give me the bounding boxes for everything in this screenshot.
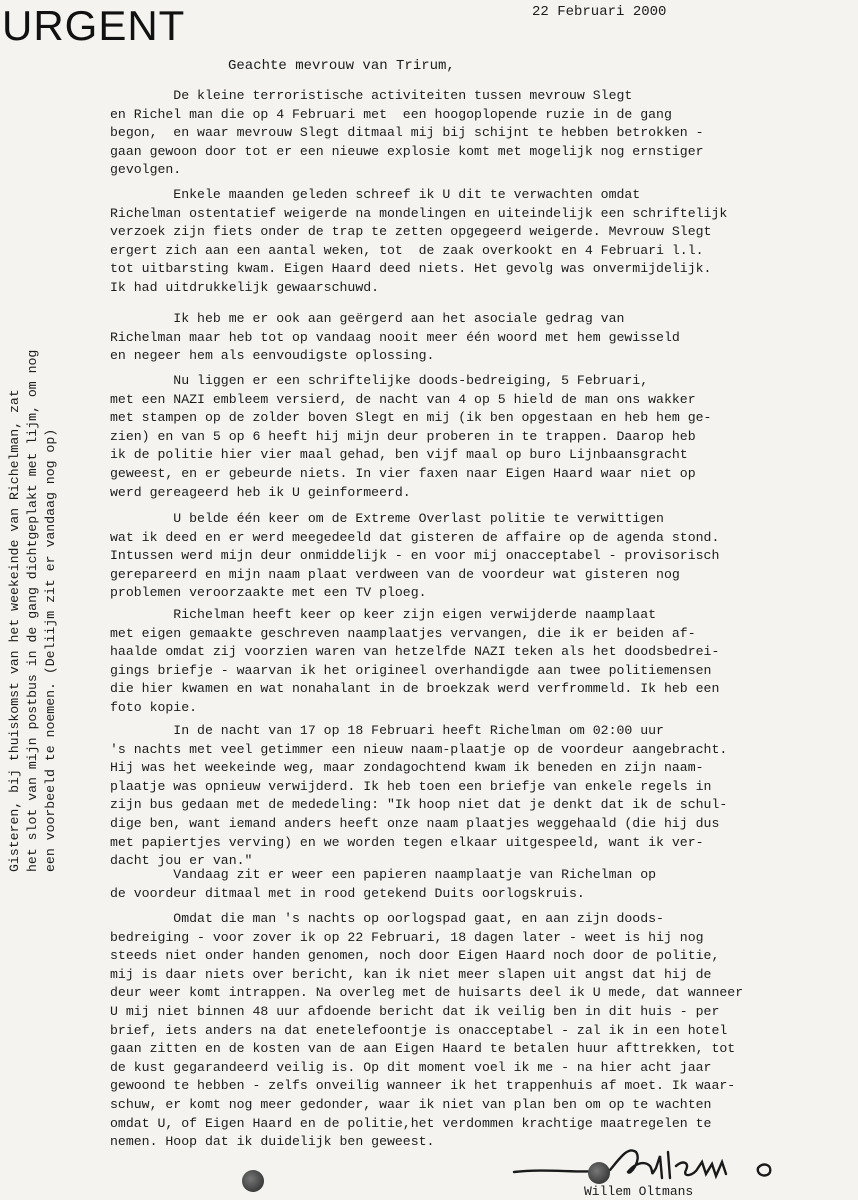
margin-note-line: Gisteren, bij thuiskomst van het weekeinde van Richelman, zat: [7, 389, 22, 872]
text-line: U belde één keer om de Extreme Overlast politie te verwittigen: [110, 511, 664, 526]
text-line: Intussen werd mijn deur onmiddelijk - en voor mij onacceptabel - provisorisch: [110, 548, 720, 564]
text-line: deur weer komt intrappen. Na overleg met de huisarts deel ik U mede, dat wanneer: [110, 985, 744, 1001]
text-line: de kust gegarandeerd veilig is. Op dit moment voel ik me - na hier acht jaar: [110, 1059, 712, 1075]
text-line: tot uitbarsting kwam. Eigen Haard deed niets. Het gevolg was onvermijdelijk.: [110, 261, 712, 277]
text-line: In de nacht van 17 op 18 Februari heeft Richelman om 02:00 uur: [110, 723, 664, 738]
paragraph: [110, 310, 842, 366]
text-line: 's nachts met veel getimmer een nieuw naam-plaatje op de voordeur aangebracht.: [110, 741, 728, 757]
paragraph: [110, 372, 842, 502]
text-line: De kleine terroristische activiteiten tussen mevrouw Slegt: [110, 88, 633, 103]
text-line: gevolgen.: [110, 162, 182, 178]
text-line: gaan zitten en de kosten van de aan Eigen Haard te betalen huur afttrekken, tot: [110, 1041, 736, 1057]
text-line: zijn bus gedaan met de mededeling: "Ik hoop niet dat je denkt dat ik de schul-: [110, 797, 728, 813]
text-line: Vandaag zit er weer een papieren naamplaatje van Richelman op: [110, 867, 657, 882]
text-line: haalde omdat zij voorzien waren van hetzelfde NAZI teken als het doodsbedrei-: [110, 644, 720, 660]
text-line: gings briefje - waarvan ik het origineel overhandigde aan twee politiemensen: [110, 662, 712, 678]
margin-note: [6, 312, 60, 872]
text-line: met stampen op de zolder boven Slegt en mij (ik ben opgestaan en heb hem ge-: [110, 410, 712, 426]
margin-note-line: het slot van mijn postbus in de gang dichtgeplakt met lijm, om nog: [25, 349, 40, 872]
text-line: omdat U, of Eigen Haard en de politie,het verdommen krachtige maatregelen te: [110, 1115, 712, 1131]
text-line: U mij niet binnen 48 uur afdoende bericht dat ik veilig ben in dit huis - per: [110, 1003, 720, 1019]
text-line: en Richel man die op 4 Februari met een hoogoplopende ruzie in de gang: [110, 106, 672, 122]
text-line: Richelman ostentatief weigerde na mondelingen en uiteindelijk een schriftelijk: [110, 205, 728, 221]
text-line: bedreiging - voor zover ik op 22 Februari, 18 dagen later - weet is hij nog: [110, 929, 704, 945]
letter-date: 22 Februari 2000: [532, 4, 667, 20]
text-line: brief, iets anders na dat enetelefoontje is onacceptabel - zal ik in een hotel: [110, 1022, 728, 1038]
text-line: zien) en van 5 op 6 heeft hij mijn deur proberen in te trappen. Daarop heb: [110, 428, 696, 444]
text-line: Hij was het weekeinde weg, maar zondagochtend kwam ik beneden en zijn naam-: [110, 760, 704, 776]
punch-hole: [242, 1170, 264, 1192]
text-line: dige ben, want iemand anders heeft onze naam plaatjes weggehaald (die hij dus: [110, 815, 720, 831]
text-line: Omdat die man 's nachts op oorlogspad gaat, en aan zijn doods-: [110, 911, 664, 926]
paragraph: [110, 722, 842, 871]
text-line: plaatje was opnieuw verwijderd. Ik heb toen een briefje van enkele regels in: [110, 778, 712, 794]
salutation: Geachte mevrouw van Trirum,: [228, 58, 455, 74]
paragraph: [110, 87, 842, 180]
text-line: en negeer hem als eenvoudigste oplossing.: [110, 348, 435, 364]
text-line: Ik had uitdrukkelijk gewaarschuwd.: [110, 279, 380, 295]
urgent-stamp: URGENT: [2, 2, 186, 49]
paragraph: [110, 606, 842, 718]
text-line: met papiertjes verving) en we worden tegen elkaar uitgespeeld, want ik ver-: [110, 834, 704, 850]
text-line: foto kopie.: [110, 699, 198, 715]
text-line: gerepareerd en mijn naam plaat verdween van de voordeur wat gisteren nog: [110, 566, 680, 582]
text-line: geweest, en er gebeurde niets. In vier faxen naar Eigen Haard waar niet op: [110, 465, 696, 481]
text-line: de voordeur ditmaal met in rood getekend Duits oorlogskruis.: [110, 885, 585, 901]
text-line: ik de politie hier vier maal gehad, ben vijf maal op buro Lijnbaansgracht: [110, 447, 688, 463]
text-line: mij is daar niets over bericht, kan ik niet meer slapen uit angst dat hij de: [110, 966, 712, 982]
text-line: Richelman maar heb tot op vandaag nooit meer één woord met hem gewisseld: [110, 329, 680, 345]
text-line: problemen veroorzaakte met een TV ploeg.: [110, 585, 427, 601]
margin-note-line: een voorbeeld te noemen. (Deliijm zit er vandaag nog op): [43, 428, 58, 872]
text-line: verzoek zijn fiets onder de trap te zetten opgegeerd weigerde. Mevrouw Slegt: [110, 224, 712, 240]
text-line: werd gereageerd heb ik U geinformeerd.: [110, 484, 411, 500]
signer-name: Willem Oltmans: [584, 1184, 694, 1199]
text-line: nemen. Hoop dat ik duidelijk ben geweest.: [110, 1134, 435, 1150]
punch-hole: [588, 1162, 610, 1184]
paragraph: [110, 866, 842, 903]
text-line: met een NAZI embleem versierd, de nacht van 4 op 5 hield de man ons wakker: [110, 391, 696, 407]
text-line: wat ik deed en er werd meegedeeld dat gisteren de affaire op de agenda stond.: [110, 529, 720, 545]
text-line: Ik heb me er ook aan geërgerd aan het asociale gedrag van: [110, 311, 625, 326]
text-line: Nu liggen er een schriftelijke doods-bedreiging, 5 Februari,: [110, 373, 649, 388]
text-line: steeds niet onder handen genomen, noch door Eigen Haard noch door de politie,: [110, 948, 720, 964]
paragraph: [110, 510, 842, 603]
paragraph: [110, 186, 842, 298]
text-line: schuw, er komt nog meer gedonder, waar ik niet van plan ben om op te wachten: [110, 1096, 712, 1112]
text-line: die hier kwamen en wat nonahalant in de broekzak werd verfrommeld. Ik heb een: [110, 681, 720, 697]
text-line: begon, en waar mevrouw Slegt ditmaal mij bij schijnt te hebben betrokken -: [110, 125, 704, 141]
text-line: dacht jou er van.": [110, 853, 253, 869]
paragraph: [110, 910, 842, 1152]
text-line: Richelman heeft keer op keer zijn eigen verwijderde naamplaat: [110, 607, 657, 622]
text-line: Enkele maanden geleden schreef ik U dit te verwachten omdat: [110, 187, 641, 202]
text-line: gaan gewoon door tot er een nieuwe explosie komt met mogelijk nog ernstiger: [110, 143, 704, 159]
text-line: ergert zich aan een aantal weken, tot de zaak overkookt en 4 Februari l.l.: [110, 242, 704, 258]
handwritten-signature: [510, 1138, 810, 1184]
text-line: met eigen gemaakte geschreven naamplaatjes vervangen, die ik er beiden af-: [110, 625, 696, 641]
text-line: gewoond te hebben - zelfs onveilig wanneer ik het trappenhuis af moet. Ik waar-: [110, 1078, 736, 1094]
